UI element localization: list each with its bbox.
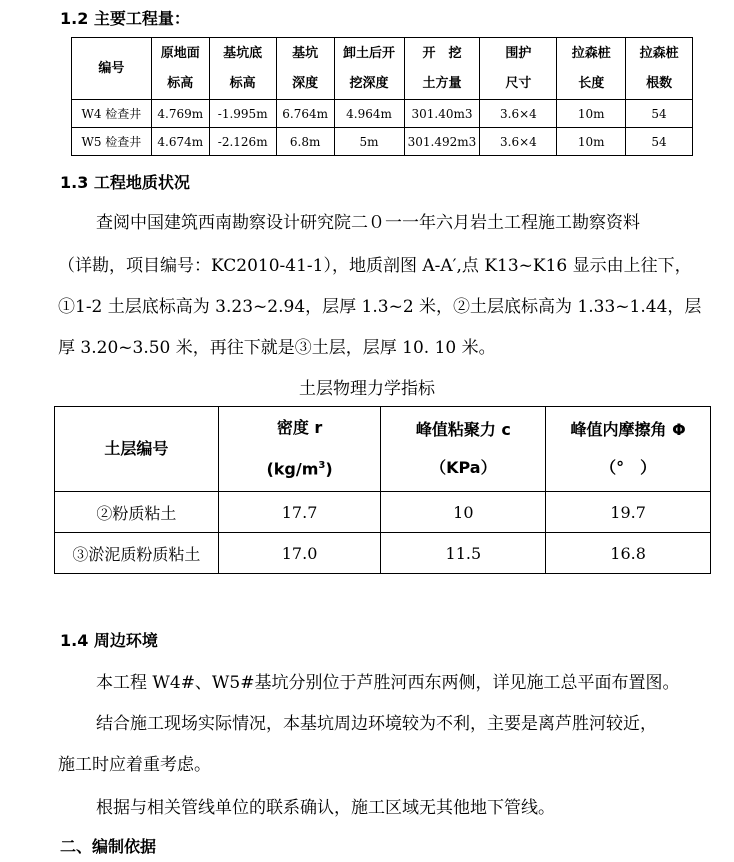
header-cell: 卸土后开 挖深度 — [334, 38, 404, 100]
header-cell: 拉森桩 长度 — [557, 38, 626, 100]
cell: 4.769m — [151, 100, 209, 128]
header-cell: 拉森桩 根数 — [626, 38, 693, 100]
header-cell: 土层编号 — [55, 407, 219, 492]
header-cell: 编号 — [72, 38, 152, 100]
cell: 19.7 — [546, 492, 711, 533]
table-row — [72, 128, 693, 156]
header-cell: 开 挖 土方量 — [404, 38, 480, 100]
table-row — [55, 533, 711, 574]
header-cell: 密度 r $(kg/m^3)$ — [218, 407, 381, 492]
cell: ③淤泥质粉质粘土 — [55, 533, 219, 574]
header-cell: 峰值内摩擦角 Φ （° ） — [546, 407, 711, 492]
cell: ②粉质粘土 — [55, 492, 219, 533]
cell: 3.6×4 — [480, 100, 557, 128]
section-title-1-2: 1.2 主要工程量： — [60, 9, 190, 28]
cell: 10m — [557, 100, 626, 128]
cell: 54 — [626, 100, 693, 128]
cell: 5m — [334, 128, 404, 156]
cell: -2.126m — [209, 128, 276, 156]
section-title-2: 二、编制依据 — [60, 837, 157, 856]
cell: -1.995m — [209, 100, 276, 128]
paragraph-line: 根据与相关管线单位的联系确认，施工区域无其他地下管线。 — [96, 798, 555, 818]
section-title-1-3: 1.3 工程地质状况 — [60, 173, 190, 192]
header-cell: 峰值粘聚力 c （KPa） — [381, 407, 546, 492]
cell: 17.7 — [218, 492, 381, 533]
paragraph-line: 厚 3.20~3.50 米，再往下就是③土层，层厚 10. 10 米。 — [58, 338, 496, 358]
soil-properties-table — [54, 406, 711, 574]
paragraph-line: （详勘，项目编号：KC2010-41-1），地质剖图 A-A′,点 K13~K16 显示由上往下， — [58, 256, 692, 276]
header-cell: 基坑底 标高 — [209, 38, 276, 100]
paragraph-line: 施工时应着重考虑。 — [58, 755, 211, 775]
cell: 11.5 — [381, 533, 546, 574]
cell: 4.964m — [334, 100, 404, 128]
cell: 3.6×4 — [480, 128, 557, 156]
quantity-table — [71, 37, 693, 156]
cell: 54 — [626, 128, 693, 156]
paragraph-line: 结合施工现场实际情况，本基坑周边环境较为不利，主要是离芦胜河较近， — [96, 714, 657, 734]
header-cell: 围护 尺寸 — [480, 38, 557, 100]
header-cell: 基坑 深度 — [276, 38, 334, 100]
table-row — [72, 100, 693, 128]
section-title-1-4: 1.4 周边环境 — [60, 631, 158, 650]
table-caption: 土层物理力学指标 — [299, 379, 435, 399]
paragraph-line: 本工程 W4#、W5#基坑分别位于芦胜河西东两侧，详见施工总平面布置图。 — [96, 673, 680, 693]
paragraph-line: ①1-2 土层底标高为 3.23~2.94，层厚 1.3~2 米，②土层底标高为 1.33~1.44，层 — [58, 297, 702, 317]
cell: 6.764m — [276, 100, 334, 128]
header-cell: 原地面 标高 — [151, 38, 209, 100]
cell: W5 检查井 — [72, 128, 152, 156]
cell: 301.40m3 — [404, 100, 480, 128]
paragraph-line: 查阅中国建筑西南勘察设计研究院二０一一年六月岩土工程施工勘察资料 — [96, 213, 640, 233]
cell: 6.8m — [276, 128, 334, 156]
table-row — [55, 492, 711, 533]
cell: W4 检查井 — [72, 100, 152, 128]
cell: 10 — [381, 492, 546, 533]
cell: 301.492m3 — [404, 128, 480, 156]
cell: 16.8 — [546, 533, 711, 574]
cell: 17.0 — [218, 533, 381, 574]
cell: 10m — [557, 128, 626, 156]
cell: 4.674m — [151, 128, 209, 156]
